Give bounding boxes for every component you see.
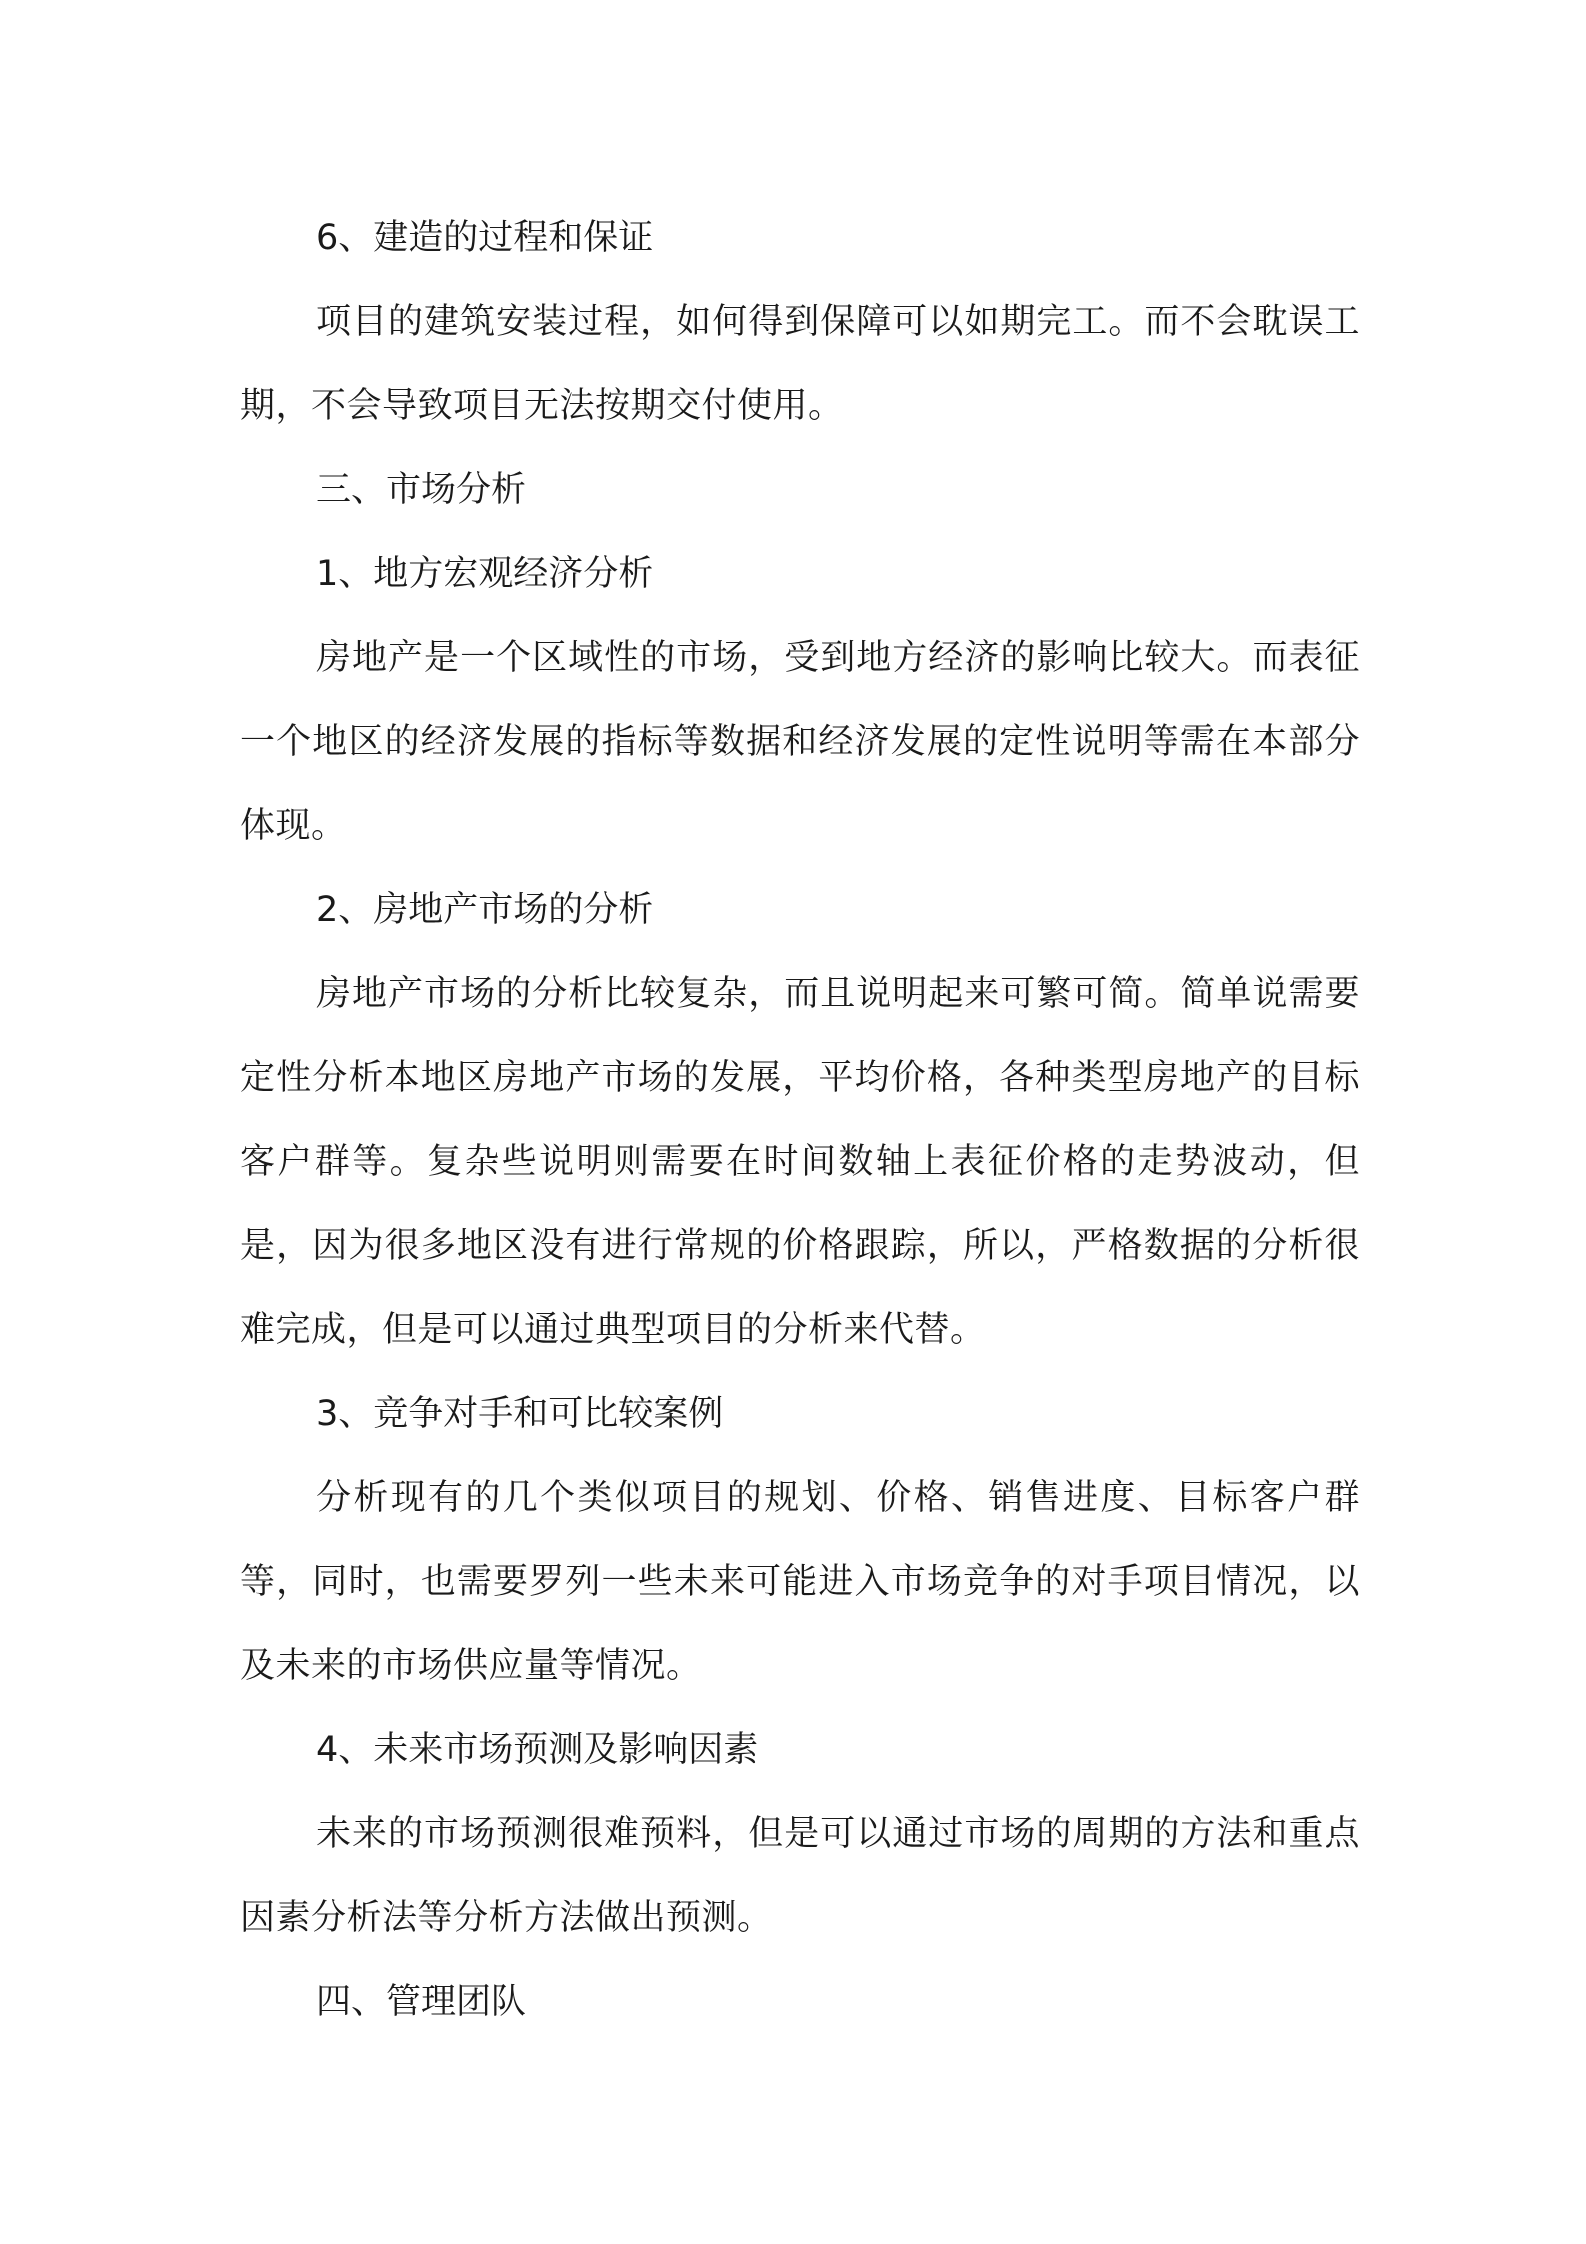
- section-heading-competitors: 3、竞争对手和可比较案例: [316, 1394, 724, 1434]
- section-heading-macro-economy: 1、地方宏观经济分析: [316, 554, 654, 594]
- paragraph-real-estate-market: 房地产市场的分析比较复杂，而且说明起来可繁可简。简单说需要定性分析本地区房地产市场的发展，平均价格，各种类型房地产的目标客户群等。复杂些说明则需要在时间数轴上表征价格的走势波动，但是，因为很多地区没有进行常规的价格跟踪，所以，严格数据的分析很难完成，但是可以通过典型项目的分析来代替。: [240, 974, 1360, 1350]
- section-heading-management-team: 四、管理团队: [316, 1982, 527, 2022]
- paragraph-competitors: 分析现有的几个类似项目的规划、价格、销售进度、目标客户群等，同时，也需要罗列一些未来可能进入市场竞争的对手项目情况，以及未来的市场供应量等情况。: [240, 1478, 1360, 1686]
- paragraph-macro-economy: 房地产是一个区域性的市场，受到地方经济的影响比较大。而表征一个地区的经济发展的指标等数据和经济发展的定性说明等需在本部分体现。: [240, 638, 1360, 846]
- paragraph-construction: 项目的建筑安装过程，如何得到保障可以如期完工。而不会耽误工期，不会导致项目无法按期交付使用。: [240, 302, 1360, 426]
- section-heading-forecast: 4、未来市场预测及影响因素: [316, 1730, 759, 1770]
- section-heading-market-analysis: 三、市场分析: [316, 470, 527, 510]
- section-heading-construction: 6、建造的过程和保证: [316, 218, 654, 258]
- section-heading-real-estate-market: 2、房地产市场的分析: [316, 890, 654, 930]
- paragraph-forecast: 未来的市场预测很难预料，但是可以通过市场的周期的方法和重点因素分析法等分析方法做出预测。: [240, 1814, 1360, 1938]
- document-body: [240, 196, 1360, 2044]
